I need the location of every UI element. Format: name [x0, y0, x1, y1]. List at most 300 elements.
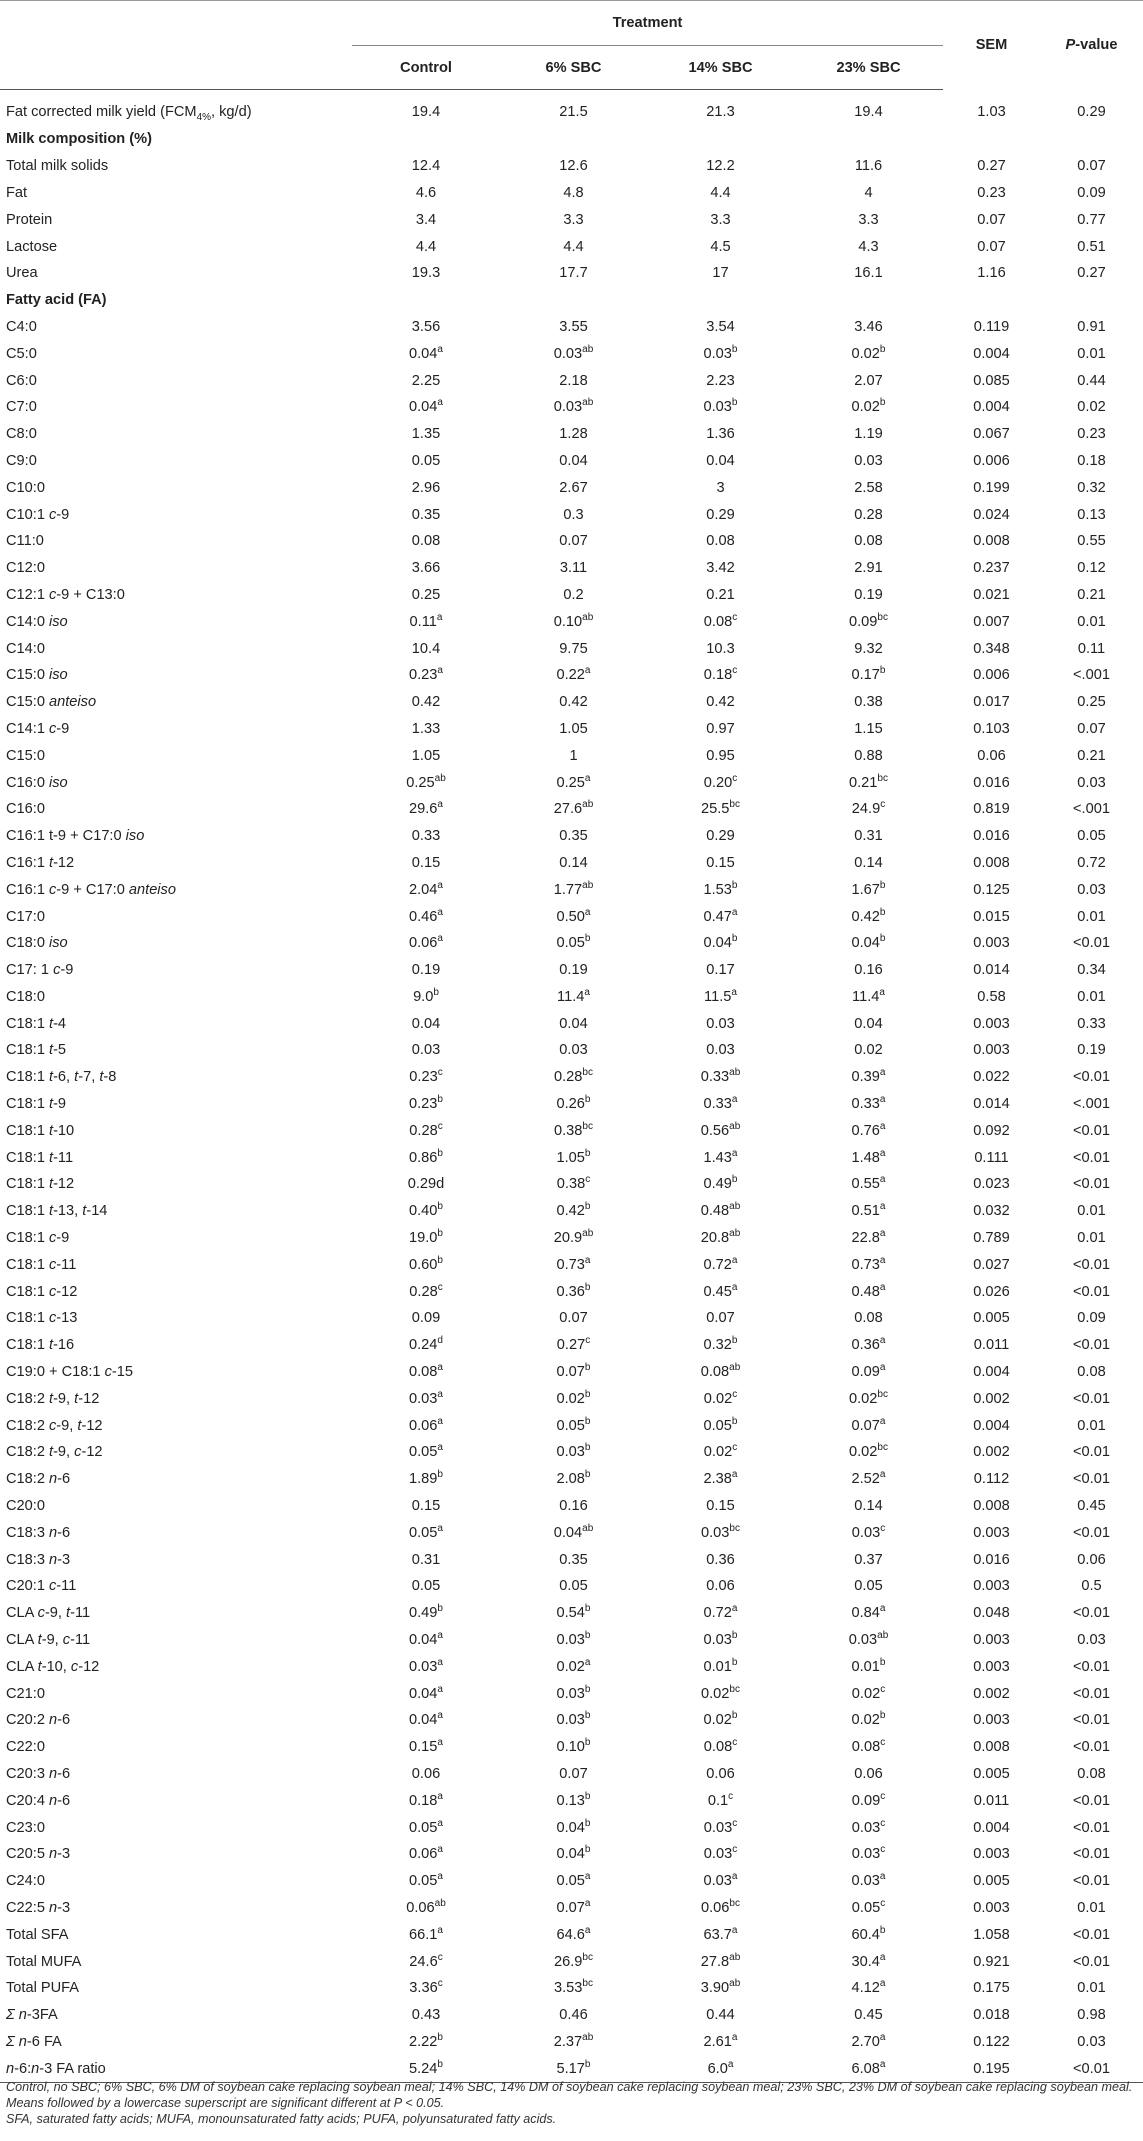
pvalue-cell: 0.98 [1077, 2007, 1106, 2024]
pvalue-cell: <0.01 [1073, 1873, 1110, 1890]
sem-cell: 0.103 [973, 720, 1010, 737]
value-cell: 19.4 [854, 104, 883, 120]
table-row [0, 555, 1143, 582]
sem-cell: 0.003 [973, 1632, 1010, 1649]
header-treatment: Treatment [352, 1, 943, 46]
pvalue-cell: 0.01 [1077, 1230, 1106, 1247]
value-cell: 0.06$^a$ [409, 1844, 443, 1863]
value-cell: 0.48$^{ab}$ [700, 1201, 741, 1220]
value-cell: 0.05$^b$ [556, 933, 591, 952]
value-cell: 20.8$^{ab}$ [700, 1228, 741, 1247]
value-cell: 0.03$^a$ [851, 1871, 886, 1890]
row-label: C21:0 [6, 1685, 45, 1702]
value-cell: 2.04$^a$ [409, 879, 443, 898]
value-cell: 0.37 [854, 1551, 883, 1568]
value-cell: 0.46 [559, 2007, 588, 2024]
value-cell: 27.8$^{ab}$ [700, 1951, 741, 1970]
table-row [0, 1707, 1143, 1734]
row-label: Σ n-3FA [6, 2007, 58, 2024]
value-cell: 0.03$^{bc}$ [701, 1522, 740, 1541]
pvalue-cell: 0.07 [1077, 158, 1106, 175]
row-label: CLA c-9, t-11 [6, 1605, 91, 1622]
row-label: C15:0 anteiso [6, 694, 97, 711]
table-row [0, 1921, 1143, 1948]
sem-cell: 0.58 [977, 988, 1006, 1005]
row-label: Lactose [6, 238, 58, 255]
pvalue-cell: 0.33 [1077, 1015, 1106, 1032]
pvalue-cell: <0.01 [1073, 1337, 1110, 1354]
pvalue-cell: 0.01 [1077, 988, 1106, 1005]
value-cell: 0.47$^a$ [703, 906, 738, 925]
value-cell: 0.08$^c$ [703, 611, 738, 630]
value-cell: 0.42 [559, 694, 588, 711]
value-cell: 0.1$^c$ [707, 1790, 734, 1809]
value-cell: 1.05 [559, 720, 588, 737]
row-label: C7:0 [6, 399, 37, 416]
table-row [0, 1787, 1143, 1814]
value-cell: 0.09$^c$ [851, 1790, 886, 1809]
table-row [0, 823, 1143, 850]
value-cell: 0.03 [706, 1015, 735, 1032]
value-cell: 10.4 [411, 640, 441, 657]
value-cell: 3.3 [710, 211, 731, 228]
sem-cell: 0.111 [974, 1149, 1009, 1166]
table-row [0, 2002, 1143, 2029]
value-cell: 3.66 [411, 560, 441, 577]
value-cell: 0.16 [559, 1498, 588, 1515]
value-cell: 0.14 [854, 1498, 883, 1515]
table-row [0, 528, 1143, 555]
table-row [0, 1198, 1143, 1225]
table-row [0, 796, 1143, 823]
table-row [0, 1868, 1143, 1895]
sem-cell: 0.004 [973, 399, 1010, 416]
sem-cell: 1.16 [977, 265, 1006, 282]
value-cell: 2.61$^a$ [703, 2032, 738, 2050]
value-cell: 3.55 [559, 318, 588, 335]
value-cell: 3.3 [563, 211, 584, 228]
value-cell: 0.03 [854, 452, 883, 469]
table-row [0, 1975, 1143, 2002]
table-row [0, 1037, 1143, 1064]
pvalue-cell: <0.01 [1073, 1685, 1110, 1702]
value-cell: 0.28 [854, 506, 883, 523]
value-cell: 0.04 [706, 452, 735, 469]
table-row [0, 1064, 1143, 1091]
table-row [0, 206, 1143, 233]
sem-cell: 0.021 [973, 586, 1010, 603]
header-col-6-sbc: 6% SBC [500, 46, 647, 90]
value-cell: 1.36 [706, 426, 735, 443]
value-cell: 0.08$^a$ [409, 1362, 443, 1381]
sem-cell: 0.027 [973, 1256, 1010, 1273]
sem-cell: 0.005 [973, 1310, 1010, 1327]
value-cell: 0.22$^a$ [556, 665, 591, 684]
header-col-23-sbc: 23% SBC [794, 46, 943, 90]
row-label: C18:1 t-5 [6, 1042, 67, 1059]
row-label: n-6:n-3 FA ratio [0, 2055, 352, 2082]
value-cell: 0.49$^b$ [703, 1174, 738, 1193]
value-cell: 0.31 [854, 828, 883, 845]
pvalue-cell: 0.25 [1077, 694, 1106, 711]
value-cell: 0.02$^b$ [851, 1710, 886, 1729]
sem-cell: 0.195 [943, 2055, 1040, 2082]
value-cell: 0.17$^b$ [851, 665, 886, 684]
value-cell: 30.4$^a$ [851, 1951, 886, 1970]
value-cell: 0.36$^b$ [556, 1281, 591, 1300]
value-cell: 0.04$^a$ [409, 397, 443, 416]
sem-cell: 0.014 [973, 1096, 1010, 1113]
row-label: C18:3 n-6 [6, 1524, 71, 1541]
value-cell: 0.05$^a$ [409, 1871, 443, 1890]
row-label: C12:1 c-9 + C13:0 [6, 586, 125, 603]
value-cell: 4.4 [415, 238, 437, 255]
row-label: C18:2 t-9, t-12 [6, 1390, 100, 1407]
value-cell: 0.14 [854, 854, 883, 871]
value-cell: 0.49$^b$ [409, 1603, 443, 1622]
value-cell: 3.3 [858, 211, 879, 228]
sem-cell: 0.005 [973, 1766, 1010, 1782]
value-cell: 2.38$^a$ [703, 1469, 738, 1488]
value-cell: 0.20$^c$ [703, 772, 738, 791]
table-row [0, 448, 1143, 475]
value-cell: 2.08$^b$ [556, 1469, 591, 1488]
value-cell: 4 [864, 184, 873, 201]
row-label: CLA t-10, c-12 [6, 1658, 100, 1675]
sem-cell: 0.002 [973, 1685, 1010, 1702]
value-cell: 0.05$^a$ [409, 1442, 443, 1461]
value-cell: 0.03$^b$ [556, 1710, 591, 1729]
pvalue-cell: 0.91 [1077, 318, 1106, 335]
value-cell: 3.42 [706, 560, 735, 577]
row-label: C9:0 [6, 452, 37, 469]
row-label: C23:0 [6, 1819, 45, 1836]
value-cell: 3.46 [854, 318, 883, 335]
table-row [0, 984, 1143, 1011]
value-cell: 0.10$^b$ [556, 1737, 591, 1756]
value-cell: 0.03$^b$ [703, 343, 738, 362]
sem-cell: 0.789 [973, 1230, 1010, 1247]
value-cell: 0.04$^b$ [556, 1844, 591, 1863]
table-row [0, 501, 1143, 528]
pvalue-cell: <0.01 [1073, 1176, 1110, 1193]
row-label: C14:0 iso [6, 613, 68, 630]
pvalue-cell: <0.01 [1073, 1819, 1110, 1836]
value-cell: 0.60$^b$ [409, 1255, 443, 1273]
pvalue-cell: <0.01 [1073, 1283, 1110, 1300]
value-cell: 0.06 [706, 1578, 735, 1595]
pvalue-cell: 0.08 [1077, 1766, 1106, 1782]
sem-cell: 0.07 [977, 211, 1006, 228]
value-cell: 0.04$^{ab}$ [553, 1522, 594, 1541]
table-body [0, 90, 1143, 2083]
value-cell: 0.15 [706, 1498, 735, 1515]
value-cell: 0.42 [706, 694, 735, 711]
value-cell: 0.03$^b$ [703, 397, 738, 416]
value-cell: 0.14 [559, 854, 588, 871]
value-cell: 0.18$^c$ [703, 665, 738, 684]
value-cell: 1.89$^b$ [409, 1469, 443, 1488]
value-cell: 0.04 [559, 1015, 588, 1032]
table-row [0, 314, 1143, 341]
value-cell: 0.02$^b$ [851, 343, 886, 362]
value-cell: 0.3 [563, 506, 584, 523]
value-cell: 17.7 [559, 265, 588, 282]
table-row [0, 1278, 1143, 1305]
sem-cell: 0.004 [973, 1819, 1010, 1836]
value-cell: 0.11$^a$ [409, 611, 443, 630]
row-label: C20:0 [6, 1498, 45, 1515]
table-row [0, 662, 1143, 689]
row-label: C18:1 t-4 [6, 1015, 67, 1032]
sem-cell: 0.016 [973, 774, 1010, 791]
pvalue-cell: 0.13 [1077, 506, 1106, 523]
sem-cell: 0.921 [973, 1953, 1010, 1970]
table-row [0, 1466, 1143, 1493]
value-cell: 0.02 [854, 1042, 883, 1059]
value-cell: 0.05$^a$ [556, 1871, 591, 1890]
pvalue-cell: 0.21 [1077, 747, 1106, 764]
row-label: C18:1 c-12 [6, 1283, 78, 1300]
value-cell: 0.21 [706, 586, 735, 603]
value-cell: 5.24$^b$ [352, 2055, 500, 2082]
pvalue-cell: 0.12 [1077, 560, 1106, 577]
value-cell: 0.76$^a$ [851, 1121, 886, 1139]
section-heading: Fatty acid (FA) [6, 292, 107, 309]
pvalue-cell: 0.01 [1077, 908, 1106, 925]
value-cell: 11.4$^a$ [852, 987, 885, 1005]
value-cell: 0.03$^b$ [556, 1683, 591, 1702]
table-row [0, 582, 1143, 609]
sem-cell: 0.067 [973, 426, 1010, 443]
table-row [0, 742, 1143, 769]
value-cell: 0.09$^a$ [851, 1362, 886, 1381]
sem-cell: 0.022 [973, 1069, 1010, 1086]
table-row [0, 635, 1143, 662]
value-cell: 0.23$^c$ [409, 1067, 443, 1086]
row-label: C22:5 n-3 [6, 1899, 71, 1916]
sem-cell: 1.03 [977, 103, 1006, 120]
table-row [0, 1332, 1143, 1359]
pvalue-cell: <.001 [1073, 801, 1110, 818]
pvalue-cell: 0.01 [1077, 613, 1106, 630]
value-cell: 0.19 [411, 962, 441, 979]
value-cell: 0.45$^a$ [703, 1281, 738, 1300]
table-row [0, 957, 1143, 984]
row-label: C16:0 [6, 801, 45, 818]
value-cell: 6.08$^a$ [794, 2055, 943, 2082]
table-row [0, 1251, 1143, 1278]
value-cell: 25.5$^{bc}$ [701, 799, 740, 818]
value-cell: 0.31 [411, 1551, 441, 1568]
value-cell: 0.21$^{bc}$ [849, 772, 888, 791]
pvalue-cell: <0.01 [1073, 935, 1110, 952]
value-cell: 22.8$^a$ [851, 1228, 886, 1247]
value-cell: 0.46$^a$ [409, 906, 443, 925]
value-cell: 0.02$^c$ [703, 1388, 738, 1407]
value-cell: 2.70$^a$ [851, 2032, 886, 2050]
row-label: Fat corrected milk yield ($FCM_{4\%}$, kg/d) [6, 104, 252, 123]
value-cell: 0.18$^a$ [409, 1790, 443, 1809]
sem-cell: 0.07 [977, 238, 1006, 255]
pvalue-cell: 0.01 [1077, 345, 1106, 362]
value-cell: 0.28$^c$ [409, 1281, 443, 1300]
row-label: C18:1 c-13 [6, 1310, 78, 1327]
table-header [0, 1, 1143, 90]
pvalue-cell: 0.02 [1077, 399, 1106, 416]
row-label: C18:1 t-10 [6, 1122, 75, 1139]
value-cell: 0.03 [559, 1042, 588, 1059]
value-cell: 2.91 [854, 560, 883, 577]
pvalue-cell: <0.01 [1073, 1739, 1110, 1756]
table-row [0, 1841, 1143, 1868]
pvalue-cell: 0.55 [1077, 533, 1106, 550]
table-row [0, 153, 1143, 180]
value-cell: 0.02$^{bc}$ [701, 1683, 740, 1702]
sem-cell: 0.004 [973, 345, 1010, 362]
value-cell: 0.03$^a$ [703, 1871, 738, 1890]
value-cell: 0.07$^a$ [851, 1415, 886, 1434]
value-cell: 2.37$^{ab}$ [553, 2032, 594, 2050]
row-label: CLA t-9, c-11 [6, 1632, 91, 1649]
pvalue-cell: 0.09 [1077, 1310, 1106, 1327]
value-cell: 0.56$^{ab}$ [700, 1121, 741, 1139]
row-label: C10:1 c-9 [6, 506, 70, 523]
value-cell: 0.03$^b$ [556, 1630, 591, 1649]
sem-cell: 0.014 [973, 962, 1010, 979]
value-cell: 24.9$^c$ [851, 799, 886, 818]
value-cell: 1.48$^a$ [851, 1147, 886, 1166]
row-label: C20:4 n-6 [6, 1792, 71, 1809]
value-cell: 0.07 [706, 1310, 735, 1327]
value-cell: 2.22$^b$ [409, 2032, 443, 2050]
value-cell: 0.02$^c$ [851, 1683, 886, 1702]
sem-cell: 0.023 [973, 1176, 1010, 1193]
row-label: C14:0 [6, 640, 45, 657]
pvalue-cell: 0.05 [1077, 828, 1106, 845]
sem-cell: 0.003 [973, 1524, 1010, 1541]
value-cell: 19.0$^b$ [409, 1228, 443, 1247]
row-label: C5:0 [6, 345, 37, 362]
value-cell: 21.3 [706, 104, 735, 120]
footnote-abbreviations: Control, no SBC; 6% SBC, 6% DM of soybean cake replacing soybean meal; 14% SBC, 14% DM of soybean cake replacing soybean meal; 23% SBC, 23% DM of soybean cake replacing soybean meal. [6, 2080, 1133, 2094]
value-cell: 0.26$^b$ [556, 1094, 591, 1113]
value-cell: 1.77$^{ab}$ [553, 879, 594, 898]
row-label: C8:0 [6, 426, 37, 443]
pvalue-cell: 0.01 [1077, 1417, 1106, 1434]
table-row [0, 421, 1143, 448]
value-cell: 0.73$^a$ [851, 1255, 886, 1273]
value-cell: 2.25 [411, 372, 441, 389]
value-cell: 1.67$^b$ [851, 879, 886, 898]
footnote-significance: Means followed by a lowercase superscript are significant different at P < 0.05. [6, 2096, 445, 2110]
value-cell: 26.9$^{bc}$ [554, 1951, 593, 1970]
value-cell: 10.3 [706, 640, 735, 657]
table-row [0, 367, 1143, 394]
pvalue-cell: <0.01 [1073, 1471, 1110, 1488]
table-row [0, 1653, 1143, 1680]
sem-cell: 0.27 [977, 158, 1006, 175]
value-cell: 0.08$^c$ [851, 1737, 886, 1756]
value-cell: 0.19 [559, 962, 588, 979]
value-cell: 0.38$^{bc}$ [554, 1121, 593, 1139]
value-cell: 1.28 [559, 426, 588, 443]
value-cell: 0.03$^a$ [409, 1388, 443, 1407]
value-cell: 0.28$^{bc}$ [554, 1067, 593, 1086]
value-cell: 0.15 [706, 854, 735, 871]
value-cell: 0.08 [706, 533, 735, 550]
value-cell: 0.55$^a$ [851, 1174, 886, 1193]
value-cell: 2.96 [411, 479, 441, 496]
value-cell: 0.05$^a$ [409, 1522, 443, 1541]
value-cell: 0.07$^a$ [556, 1898, 591, 1916]
value-cell: 0.33$^a$ [703, 1094, 738, 1113]
value-cell: 0.29 [706, 506, 735, 523]
sem-cell: 0.008 [973, 533, 1010, 550]
row-label: C17: 1 c-9 [6, 962, 74, 979]
value-cell: 0.25$^{ab}$ [406, 772, 446, 791]
sem-cell: 0.008 [973, 854, 1010, 871]
table-row [0, 180, 1143, 207]
value-cell: 0.02$^a$ [556, 1656, 591, 1675]
row-label: C14:1 c-9 [6, 720, 70, 737]
row-label: C20:5 n-3 [6, 1846, 71, 1863]
table-row [0, 1814, 1143, 1841]
sem-cell: 0.119 [973, 318, 1010, 335]
value-cell: 0.02$^{bc}$ [849, 1442, 888, 1461]
value-cell: 0.04$^b$ [556, 1817, 591, 1836]
value-cell: 1.05 [411, 747, 441, 764]
value-cell: 0.03$^c$ [703, 1817, 738, 1836]
table-row [0, 1091, 1143, 1118]
sem-cell: 0.004 [973, 1364, 1010, 1381]
sem-cell: 0.004 [973, 1417, 1010, 1434]
value-cell: 0.40$^b$ [409, 1201, 443, 1220]
value-cell: 17 [712, 265, 729, 282]
row-label: C22:0 [6, 1739, 45, 1756]
row-label: C6:0 [6, 372, 37, 389]
pvalue-cell: 0.72 [1077, 854, 1106, 871]
row-label: C18:1 t-13, t-14 [6, 1203, 108, 1220]
value-cell: 1.19 [854, 426, 883, 443]
table-row [0, 1385, 1143, 1412]
value-cell: 0.05$^b$ [556, 1415, 591, 1434]
value-cell: 0.03$^c$ [703, 1844, 738, 1863]
value-cell: 0.15 [411, 854, 441, 871]
value-cell: 0.15$^a$ [409, 1737, 443, 1756]
header-pvalue [1040, 1, 1143, 90]
value-cell: 0.03$^b$ [703, 1630, 738, 1649]
sem-cell: 0.008 [973, 1739, 1010, 1756]
value-cell: 2.18 [559, 372, 588, 389]
value-cell: 0.03$^c$ [851, 1522, 886, 1541]
pvalue-cell: 0.29 [1077, 103, 1106, 120]
pvalue-cell: <0.01 [1073, 1069, 1110, 1086]
value-cell: 0.15 [411, 1498, 441, 1515]
value-cell: 19.4 [411, 104, 441, 120]
sem-cell: 0.017 [973, 694, 1010, 711]
header-blank-2 [0, 46, 352, 90]
pvalue-cell: 0.23 [1077, 426, 1106, 443]
value-cell: 0.06 [411, 1766, 441, 1782]
value-cell: 0.04 [411, 1015, 441, 1032]
section-row [0, 126, 1143, 153]
value-cell: 11.5$^a$ [704, 987, 737, 1005]
row-label: Protein [6, 211, 53, 228]
pvalue-cell: 0.03 [1077, 881, 1106, 898]
pvalue-cell: <0.01 [1073, 1846, 1110, 1863]
row-label: Total SFA [6, 1926, 69, 1943]
